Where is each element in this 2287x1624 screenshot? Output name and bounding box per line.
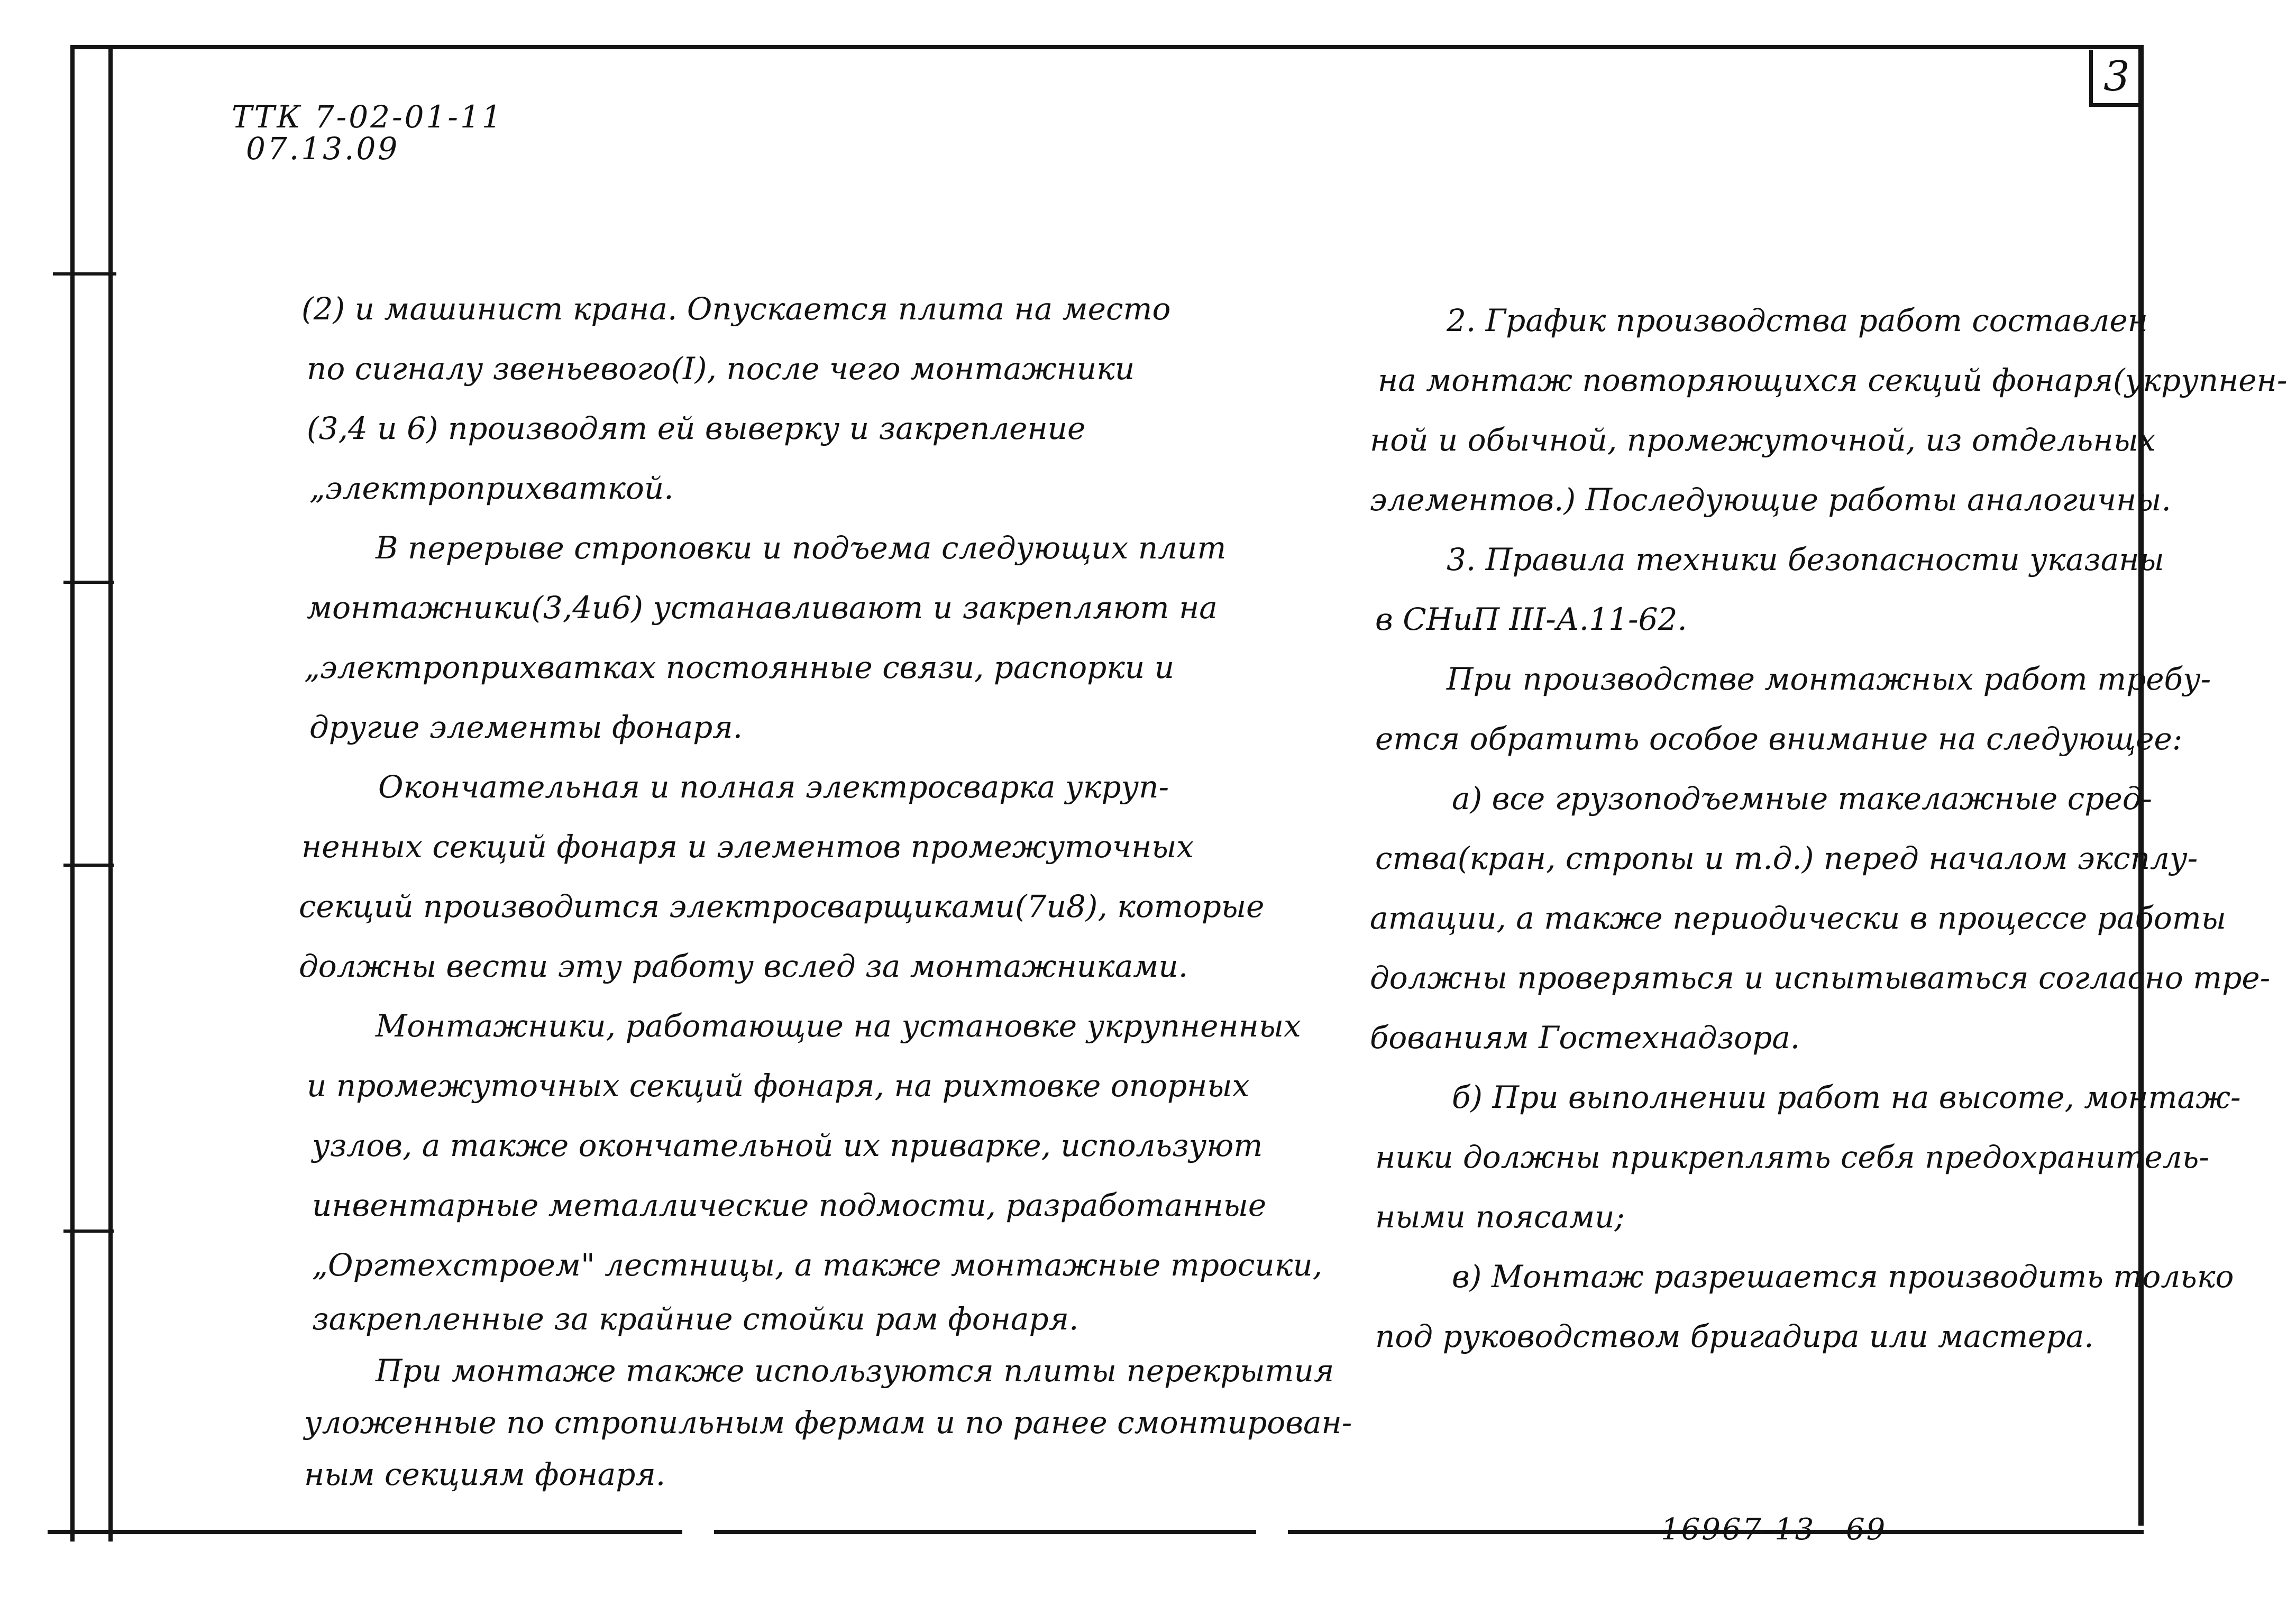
text-line: б) При выполнении работ на высоте, монтаж- <box>1452 1079 2241 1115</box>
frame-bottom-line <box>48 1530 2144 1534</box>
text-line: Окончательная и полная электросварка укруп- <box>378 769 1169 805</box>
text-line: ными поясами; <box>1375 1199 1625 1235</box>
text-line: уложенные по стропильным фермам и по ранее смонтирован- <box>304 1405 1352 1441</box>
text-line: а) все грузоподъемные такелажные сред- <box>1452 781 2153 816</box>
document-date: 07.13.09 <box>246 131 400 167</box>
text-line: При монтаже также используются плиты перекрытия <box>376 1353 1334 1389</box>
margin-tick <box>63 864 114 867</box>
text-line: бованиям Гостехнадзора. <box>1370 1020 1800 1056</box>
text-line: монтажники(3,4и6) устанавливают и закрепляют на <box>307 590 1218 626</box>
margin-tick <box>53 272 116 276</box>
margin-tick <box>63 581 114 584</box>
right-text-column <box>1370 291 2287 1354</box>
text-line: закрепленные за крайние стойки рам фонаря. <box>312 1301 1079 1337</box>
text-line: При производстве монтажных работ требу- <box>1447 661 2211 697</box>
text-line: „электроприхваткой. <box>309 470 674 506</box>
text-line: ной и обычной, промежуточной, из отдельных <box>1370 422 2156 458</box>
text-line: В перерыве строповки и подъема следующих плит <box>376 530 1227 566</box>
document-code: ТТК 7-02-01-11 <box>232 99 504 135</box>
text-line: ники должны прикреплять себя предохранитель- <box>1375 1139 2209 1175</box>
margin-tick <box>63 1230 114 1233</box>
text-line: 3. Правила техники безопасности указаны <box>1447 542 2164 577</box>
footer-page-number: 69 <box>1846 1512 1887 1547</box>
text-line: атации, а также периодически в процессе работы <box>1370 900 2227 936</box>
text-line: по сигналу звеньевого(I), после чего монтажники <box>307 351 1135 387</box>
frame-left-outer-line <box>70 45 75 1542</box>
text-line: под руководством бригадира или мастера. <box>1375 1318 2094 1354</box>
text-line: (3,4 и 6) производят ей выверку и закрепление <box>307 410 1086 446</box>
frame-top-line <box>70 45 2144 49</box>
text-line: ным секциям фонаря. <box>304 1456 666 1492</box>
text-line: „электроприхватках постоянные связи, распорки и <box>304 649 1175 685</box>
text-line: узлов, а также окончательной их приварке, используют <box>312 1127 1263 1163</box>
frame-bottom-gap <box>682 1526 714 1538</box>
text-line: в СНиП III-А.11-62. <box>1375 601 1687 637</box>
text-line: другие элементы фонаря. <box>309 709 743 745</box>
frame-left-inner-line <box>108 45 113 1542</box>
text-line: и промежуточных секций фонаря, на рихтовке опорных <box>307 1068 1250 1104</box>
text-line: элементов.) Последующие работы аналогичны. <box>1370 482 2171 518</box>
text-line: должны вести эту работу вслед за монтажниками. <box>299 948 1188 984</box>
text-line: ства(кран, стропы и т.д.) перед началом эксплу- <box>1375 840 2198 876</box>
text-line: инвентарные металлические подмости, разработанные <box>312 1187 1267 1223</box>
frame-bottom-gap <box>1256 1526 1288 1538</box>
text-line: Монтажники, работающие на установке укрупненных <box>376 1008 1301 1044</box>
text-line: в) Монтаж разрешается производить только <box>1452 1259 2234 1295</box>
text-line: секций производится электросварщиками(7и8), которые <box>299 888 1265 924</box>
text-line: ненных секций фонаря и элементов промежуточных <box>301 829 1194 865</box>
text-line: (2) и машинист крана. Опускается плита на место <box>301 291 1171 327</box>
text-line: 2. График производства работ составлен <box>1447 302 2148 338</box>
left-text-column <box>299 279 1352 1495</box>
text-line: „Оргтехстроем" лестницы, а также монтажные тросики, <box>312 1247 1323 1283</box>
page-number: 3 <box>2103 53 2130 100</box>
text-line: ется обратить особое внимание на следующее: <box>1375 721 2183 757</box>
page-number-box <box>2089 50 2140 107</box>
footer-document-code: 16967-13 <box>1661 1512 1816 1547</box>
text-line: на монтаж повторяющихся секций фонаря(укрупнен- <box>1378 362 2287 398</box>
text-line: должны проверяться и испытываться согласно тре- <box>1370 960 2271 996</box>
